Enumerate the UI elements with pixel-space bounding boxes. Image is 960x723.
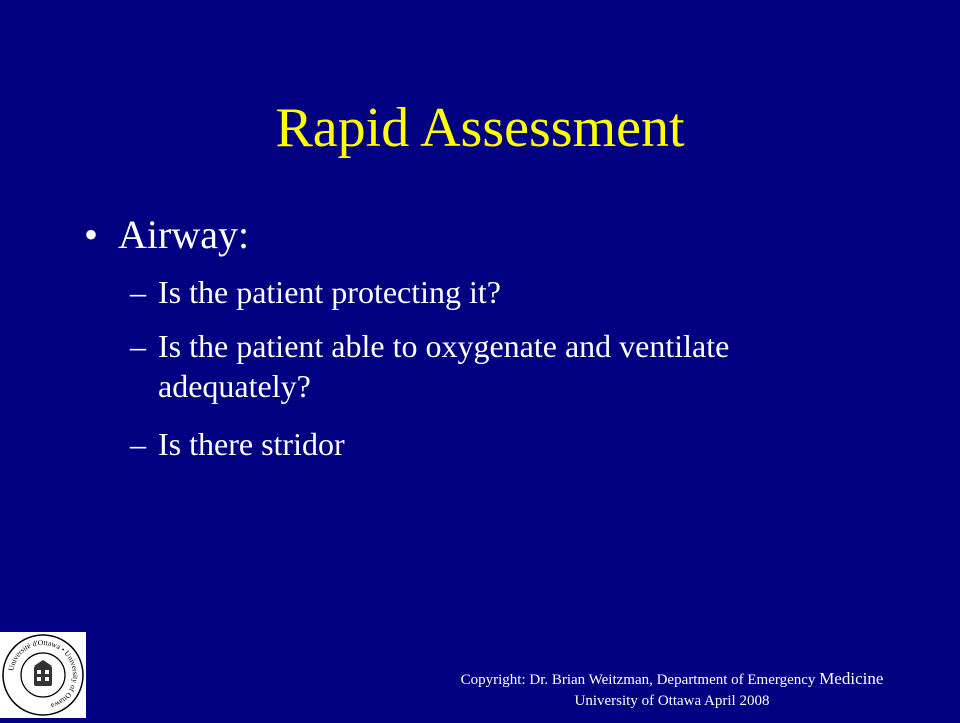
sub-item-text: Is there stridor — [158, 426, 345, 462]
university-of-ottawa-seal-icon — [0, 632, 86, 718]
bullet-airway — [84, 210, 249, 260]
footer-line-1-end: Medicine — [819, 669, 884, 688]
sub-item-text: Is the patient protecting it? — [158, 274, 501, 310]
seal-ring-text: Université d'Ottawa • University of Ottawa — [6, 637, 81, 711]
sub-item-3 — [130, 424, 858, 464]
sub-item-2 — [130, 326, 858, 406]
sub-item-marker: – — [130, 274, 146, 310]
bullet-marker: • — [84, 212, 99, 257]
sub-item-1 — [130, 272, 858, 312]
slide-title: Rapid Assessment — [275, 97, 685, 159]
sub-item-text: Is the patient able to oxygenate and ventilate adequately? — [158, 328, 730, 404]
sub-item-marker: – — [130, 426, 146, 462]
sub-item-marker: – — [130, 328, 146, 364]
footer-line-1-text: Copyright: Dr. Brian Weitzman, Department of Emergency — [460, 672, 816, 688]
bullet-label: Airway: — [118, 212, 250, 257]
footer-line-1 — [430, 668, 914, 691]
footer-line-2: University of Ottawa April 2008 — [574, 693, 770, 709]
copyright-footer — [430, 668, 914, 712]
